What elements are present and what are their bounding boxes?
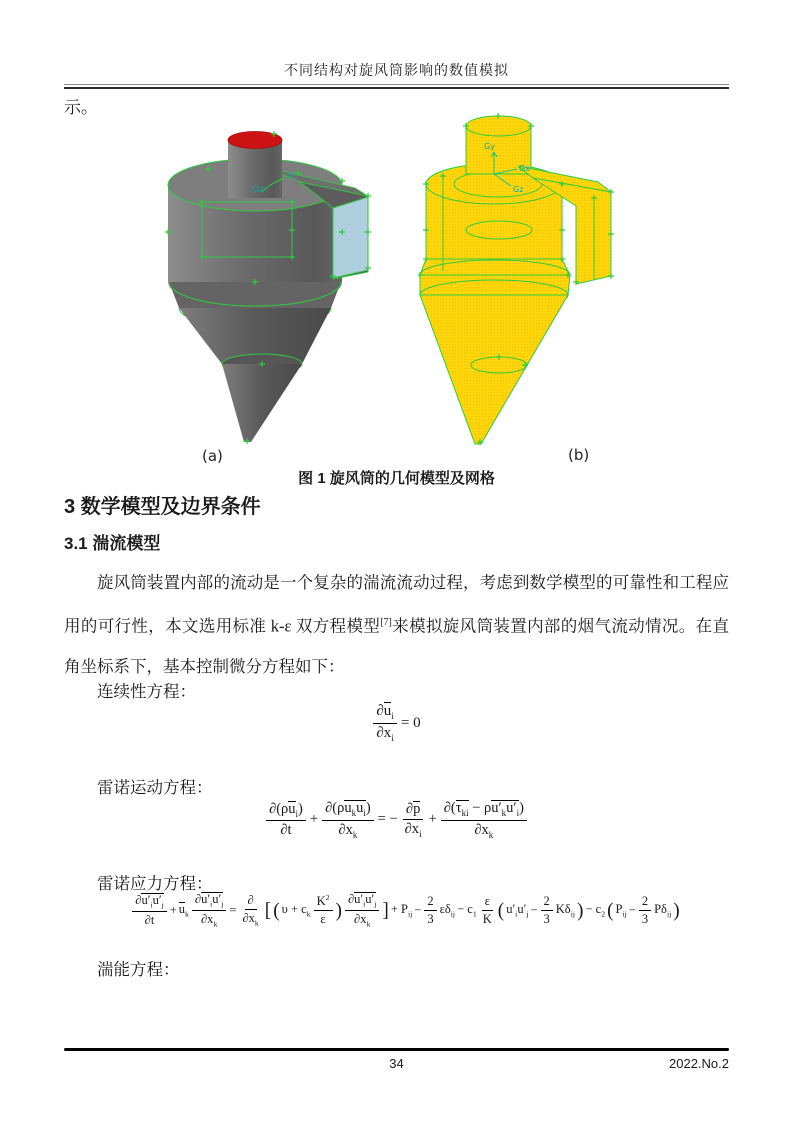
body-band [169, 282, 341, 308]
figure-label-b: (b) [568, 446, 590, 464]
issue-label: 2022.No.2 [669, 1056, 729, 1071]
mesh-cone [420, 295, 568, 444]
axis-x-label: x [288, 171, 294, 181]
section-heading: 3 数学模型及边界条件 [64, 496, 261, 518]
figure-b-mesh-model [418, 112, 703, 447]
fraction: $\frac{\partial}{\partial x_k}$ [242, 893, 259, 928]
momentum-equation: $\frac{\partial(\rho u_i)}{\partial t}$ + $\frac{\partial(\rho u_ku_i)}{\partial x_k}$ = − $\frac{\partial p}{\partial x_i}$ + $\frac{\partial(\tau_{ki} - \rho u'_ku'_i)}{\partial x_k}$ [0, 800, 793, 840]
fraction: $\frac{K^2}{\varepsilon}$ [314, 893, 333, 927]
fraction: $\frac{\partial(\rho u_ku_i)}{\partial x_k}$ [322, 800, 374, 840]
fraction: $\frac{2}{3}$ [424, 894, 436, 927]
momentum-equation-label: 雷诺运动方程： [97, 778, 213, 797]
figure-a-geometry-model [150, 112, 410, 447]
energy-equation-label: 湍能方程： [97, 960, 180, 979]
fraction: $\frac{\partial u'_iu'_j}{\partial x_k}$ [192, 892, 226, 929]
footer-rule [64, 1048, 729, 1051]
figure-label-a: (a) [202, 447, 223, 465]
axis-gz-label: Gz [252, 185, 264, 195]
fraction: $\frac{\partial u'_iu'_j}{\partial x_k}$ [345, 892, 379, 929]
stress-equation: $\frac{\partial u'_iu'_j}{\partial t}$ + $u_k$ $\frac{\partial u'_iu'_j}{\partial x_k}$ = $\frac{\partial}{\partial x_k}$ [ ( $\upsilon + c_k$ $\frac{K^2}{\varepsilon}$ ) $\frac{\partial u'_iu'_j}{\partial x_k}$ ] + $P_{ij}$ − $\frac{2}{3}$ $\varepsilon\delta_{ij}$ − $c_1$ $\frac{\varepsilon}{K}$ ( $u'_iu'_j$ − $\frac{2}{3}$ $K\delta_{ij}$ ) − $c_2$ ( $P_{ij}$ − $\frac{2}{3}$ $P\delta_{ij}$ ) [58, 892, 753, 929]
figure-caption: 图 1 旋风筒的几何模型及网格 [298, 470, 495, 487]
leading-text: 示。 [64, 98, 98, 117]
header-rule [64, 84, 729, 89]
fraction: $\frac{\varepsilon}{K}$ [482, 893, 492, 926]
subsection-heading: 3.1 湍流模型 [64, 534, 161, 553]
body-paragraph: 旋风筒装置内部的流动是一个复杂的湍流流动过程，考虑到数学模型的可靠性和工程应用的可行性，本文选用标准 k-ε 双方程模型[7]来模拟旋风筒装置内部的烟气流动情况。在直角坐标系下，基本控制微分方程如下： [64, 573, 729, 676]
axis-gy-label: Gy [484, 142, 495, 151]
continuity-equation: $\frac{\partial u_i}{\partial x_i}$ = 0 [0, 702, 793, 744]
fraction: $\frac{\partial u'_iu'_j}{\partial t}$ [132, 893, 166, 928]
stress-equation-label: 雷诺应力方程： [97, 874, 213, 893]
fraction: $\frac{2}{3}$ [639, 894, 651, 927]
lower-cone-tip [222, 364, 302, 442]
fraction: $\frac{\partial u_i}{\partial x_i}$ [373, 702, 397, 744]
axis-gz-label: Gz [513, 185, 524, 194]
fraction: $\frac{\partial(\tau_{ki} - \rho u'_ku'_i)}{\partial x_k}$ [441, 800, 527, 840]
axis-gx-label: Gx [519, 164, 530, 173]
fraction: $\frac{\partial(\rho u_i)}{\partial t}$ [266, 801, 306, 839]
inlet-face [333, 197, 368, 278]
continuity-equation-label: 连续性方程： [97, 682, 196, 701]
fraction: $\frac{\partial p}{\partial x_i}$ [404, 800, 422, 839]
running-header-title: 不同结构对旋风筒影响的数值模拟 [284, 64, 509, 79]
fraction: $\frac{2}{3}$ [541, 894, 553, 927]
citation-marker: [7] [380, 617, 392, 628]
page-number: 34 [389, 1056, 404, 1071]
